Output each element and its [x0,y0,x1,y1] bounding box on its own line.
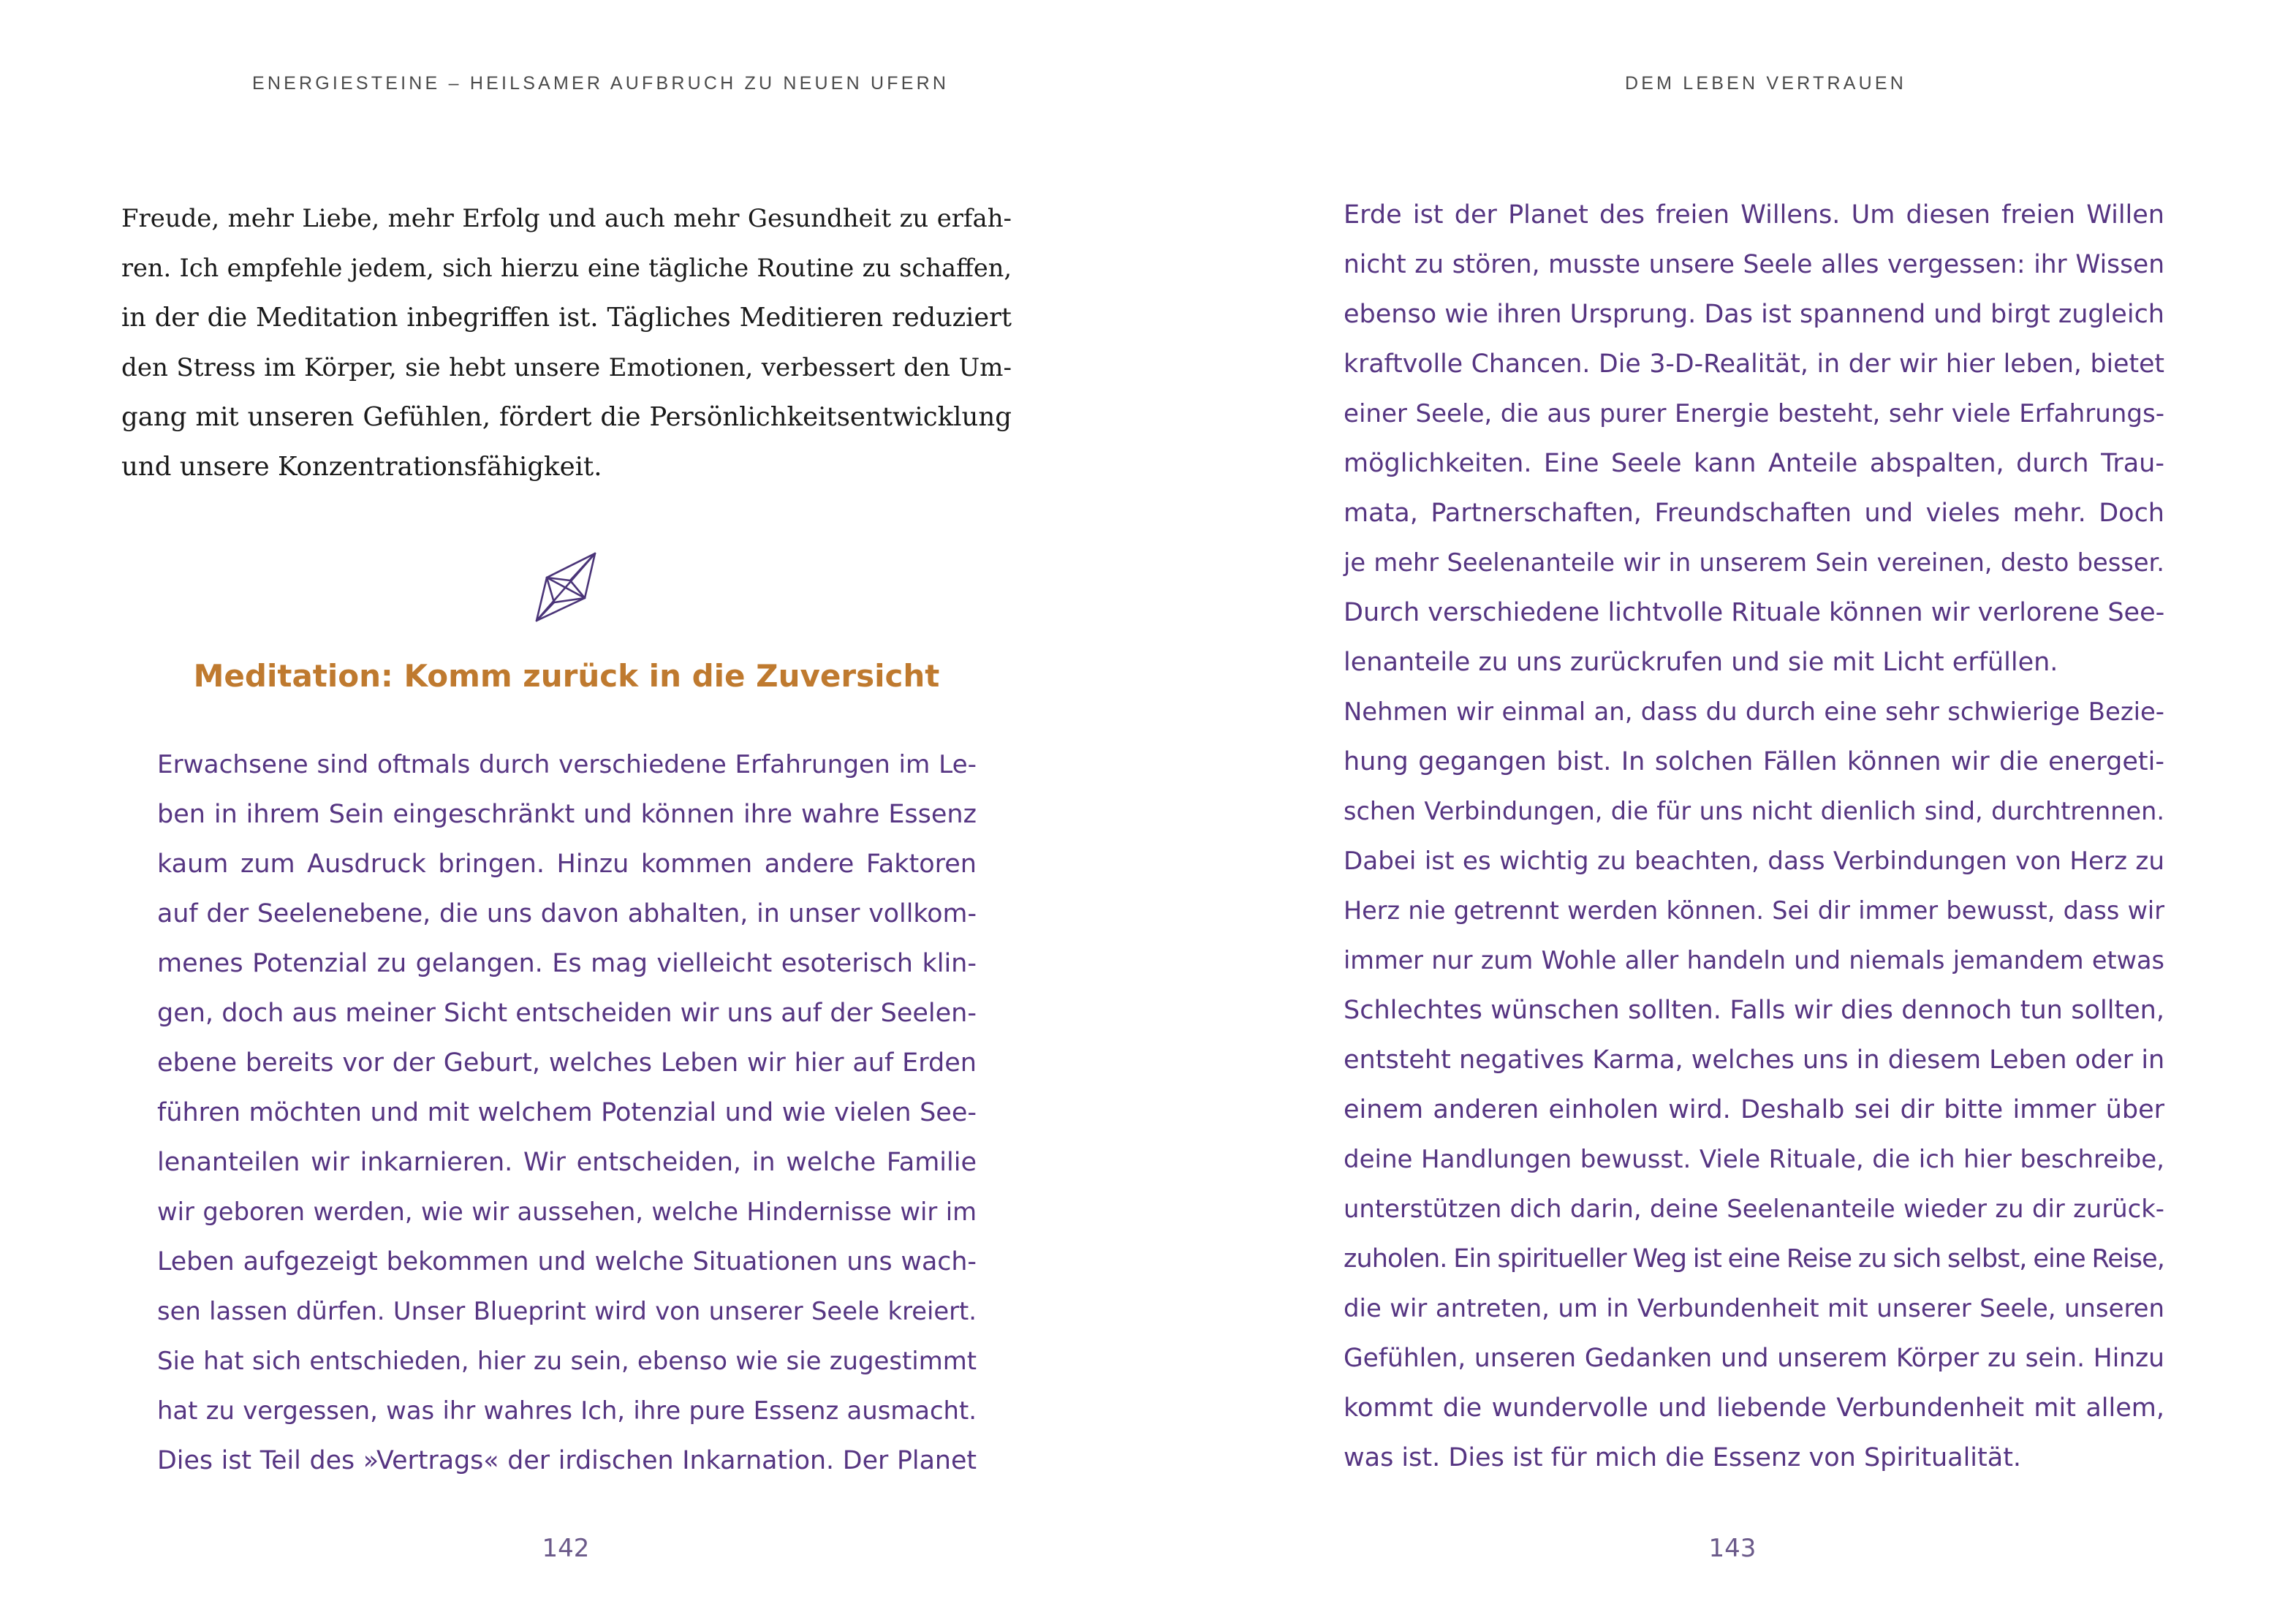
meditation-line: kaum zum Ausdruck bringen. Hinzu kommen andere Faktoren [157,850,977,879]
meditation-line: Dies ist Teil des »Vertrags« der irdischen Inkarnation. Der Planet [157,1446,977,1475]
body-line: einem anderen einholen wird. Deshalb sei dir bitte immer über [1344,1095,2164,1124]
body-line: die wir antreten, um in Verbundenheit mit unserer Seele, unseren [1344,1294,2164,1323]
right-body-text [1344,190,2164,1483]
meditation-line: Sie hat sich entschieden, hier zu sein, ebenso wie sie zugestimmt [157,1347,977,1375]
meditation-line: Leben aufgezeigt bekommen und welche Situationen uns wach- [157,1247,977,1276]
body-line: deine Handlungen bewusst. Viele Rituale, die ich hier beschreibe, [1344,1145,2164,1174]
page-number-left: 142 [542,1534,590,1563]
body-line: möglichkeiten. Eine Seele kann Anteile abspalten, durch Trau- [1344,449,2164,478]
body-line: was ist. Dies ist für mich die Essenz von Spiritualität. [1344,1443,2022,1472]
body-line: Erde ist der Planet des freien Willens. Um diesen freien Willen [1344,200,2164,230]
meditation-line: auf der Seelenebene, die uns davon abhalten, in unser vollkom- [157,899,977,928]
body-line: entsteht negatives Karma, welches uns in diesem Leben oder in [1344,1045,2165,1075]
body-line: ebenso wie ihren Ursprung. Das ist spannend und birgt zugleich [1344,300,2164,329]
page-number-right: 143 [1708,1534,1757,1563]
meditation-line: Erwachsene sind oftmals durch verschiedene Erfahrungen im Le- [157,750,977,779]
body-line: Nehmen wir einmal an, dass du durch eine sehr schwierige Bezie- [1344,697,2164,726]
body-line: schen Verbindungen, die für uns nicht dienlich sind, durchtrennen. [1344,797,2164,825]
running-header-left: ENERGIESTEINE – HEILSAMER AUFBRUCH ZU NEUEN UFERN [252,73,950,94]
meditation-line: hat zu vergessen, was ihr wahres Ich, ihre pure Essenz ausmacht. [157,1396,977,1425]
meditation-line: ben in ihrem Sein eingeschränkt und können ihre wahre Essenz [157,800,977,829]
running-header-right: DEM LEBEN VERTRAUEN [1625,73,1906,94]
body-line: mata, Partnerschaften, Freundschaften und vieles mehr. Doch [1344,499,2164,528]
body-line: nicht zu stören, musste unsere Seele alles vergessen: ihr Wissen [1344,250,2164,279]
meditation-line: menes Potenzial zu gelangen. Es mag vielleicht esoterisch klin- [157,949,977,978]
body-line: Schlechtes wünschen sollten. Falls wir dies dennoch tun sollten, [1344,996,2164,1025]
body-line: je mehr Seelenanteile wir in unserem Sein vereinen, desto besser. [1344,548,2164,577]
body-line: immer nur zum Wohle aller handeln und niemals jemandem etwas [1344,946,2164,975]
body-line: zuholen. Ein spiritueller Weg ist eine Reise zu sich selbst, eine Reise, [1344,1244,2164,1274]
body-line: einer Seele, die aus purer Energie besteht, sehr viele Erfahrungs- [1344,399,2164,428]
right-page [1148,0,2296,1623]
section-heading: Meditation: Komm zurück in die Zuversicht [193,658,940,694]
meditation-line: führen möchten und mit welchem Potenzial und wie vielen See- [157,1098,977,1127]
intro-paragraph [121,194,1012,492]
meditation-line: gen, doch aus meiner Sicht entscheiden wir uns auf der Seelen- [157,999,977,1028]
intro-line: Freude, mehr Liebe, mehr Erfolg und auch mehr Gesundheit zu erfah- [121,204,1012,232]
intro-line: ren. Ich empfehle jedem, sich hierzu eine tägliche Routine zu schaffen, [121,254,1012,282]
crystal-gem-icon [532,551,599,623]
body-line: Herz nie getrennt werden können. Sei dir immer bewusst, dass wir [1344,896,2164,925]
body-line: hung gegangen bist. In solchen Fällen können wir die energeti- [1344,747,2164,776]
intro-line: gang mit unseren Gefühlen, fördert die Persönlichkeitsentwicklung [121,402,1012,432]
intro-line: den Stress im Körper, sie hebt unsere Emotionen, verbessert den Um- [121,353,1012,382]
body-line: kommt die wundervolle und liebende Verbundenheit mit allem, [1344,1393,2164,1423]
intro-line: in der die Meditation inbegriffen ist. Tägliches Meditieren reduziert [121,303,1012,333]
body-line: Gefühlen, unseren Gedanken und unserem Körper zu sein. Hinzu [1344,1344,2164,1373]
meditation-line: lenanteilen wir inkarnieren. Wir entscheiden, in welche Familie [157,1148,977,1177]
body-line: Durch verschiedene lichtvolle Rituale können wir verlorene See- [1344,598,2165,627]
meditation-line: sen lassen dürfen. Unser Blueprint wird von unserer Seele kreiert. [157,1297,977,1325]
body-line: lenanteile zu uns zurückrufen und sie mit Licht erfüllen. [1344,648,2058,677]
body-line: kraftvolle Chancen. Die 3-D-Realität, in der wir hier leben, bietet [1344,349,2164,379]
body-line: unterstützen dich darin, deine Seelenanteile wieder zu dir zurück- [1344,1195,2164,1223]
body-line: Dabei ist es wichtig zu beachten, dass Verbindungen von Herz zu [1344,847,2164,876]
intro-line: und unsere Konzentrationsfähigkeit. [121,452,602,482]
meditation-line: wir geboren werden, wie wir aussehen, welche Hindernisse wir im [157,1198,977,1226]
meditation-line: ebene bereits vor der Geburt, welches Leben wir hier auf Erden [157,1048,977,1078]
meditation-paragraph [157,740,977,1486]
